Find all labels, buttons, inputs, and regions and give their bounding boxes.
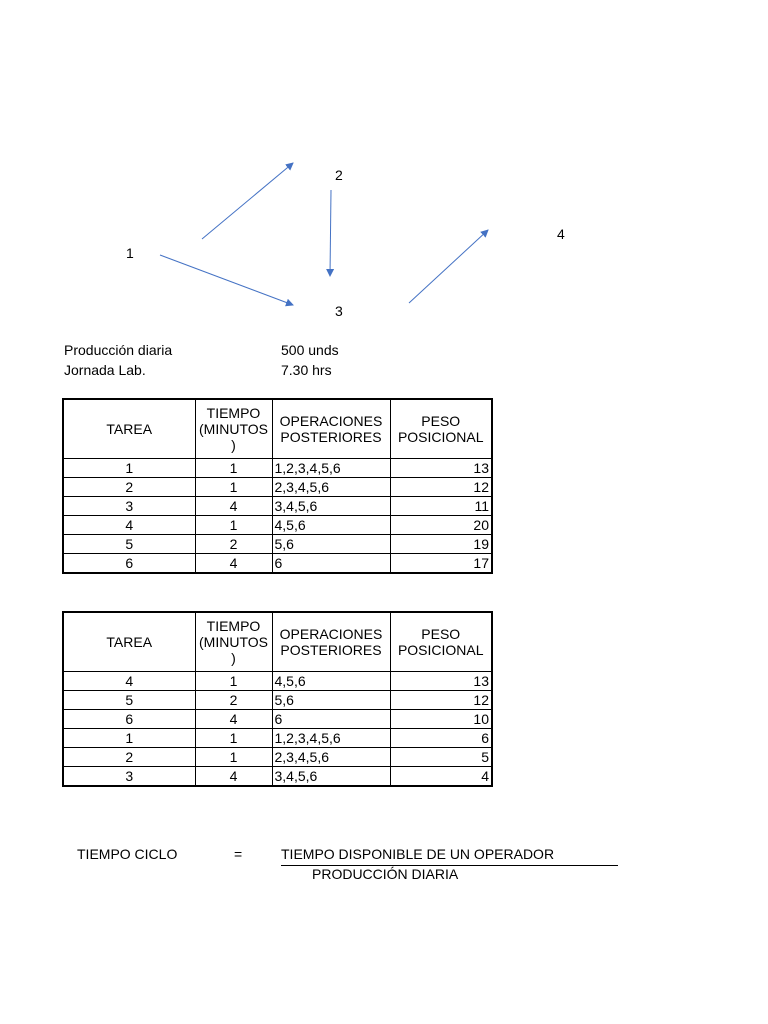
cell-peso: 5	[390, 748, 492, 767]
workday-value: 7.30 hrs	[281, 362, 332, 378]
cell-tarea: 1	[63, 459, 195, 478]
cell-operaciones: 2,3,4,5,6	[272, 478, 390, 497]
cell-tiempo: 4	[195, 497, 272, 516]
cell-peso: 20	[390, 516, 492, 535]
table-row	[63, 459, 492, 478]
cell-operaciones: 3,4,5,6	[272, 767, 390, 787]
cell-operaciones: 6	[272, 554, 390, 574]
header-tiempo: TIEMPO (MINUTOS )	[195, 612, 272, 672]
cell-operaciones: 4,5,6	[272, 516, 390, 535]
header-peso: PESO POSICIONAL	[390, 612, 492, 672]
cell-peso: 11	[390, 497, 492, 516]
table-row	[63, 729, 492, 748]
production-value: 500 unds	[281, 342, 339, 358]
node-1-label: 1	[126, 245, 134, 261]
cell-tiempo: 1	[195, 729, 272, 748]
table-header-row	[63, 399, 492, 459]
table-row	[63, 478, 492, 497]
cell-operaciones: 5,6	[272, 535, 390, 554]
cell-tarea: 2	[63, 748, 195, 767]
cell-tarea: 1	[63, 729, 195, 748]
formula-denominator: PRODUCCIÓN DIARIA	[312, 866, 459, 882]
cell-tiempo: 1	[195, 672, 272, 691]
cell-operaciones: 5,6	[272, 691, 390, 710]
workday-label: Jornada Lab.	[64, 362, 146, 378]
cell-peso: 17	[390, 554, 492, 574]
cell-tiempo: 1	[195, 459, 272, 478]
cell-operaciones: 4,5,6	[272, 672, 390, 691]
header-peso: PESO POSICIONAL	[390, 399, 492, 459]
precedence-diagram	[0, 0, 768, 340]
cell-tiempo: 2	[195, 691, 272, 710]
node-3-label: 3	[335, 303, 343, 319]
cell-tiempo: 4	[195, 767, 272, 787]
cell-tarea: 6	[63, 710, 195, 729]
table-row	[63, 535, 492, 554]
cell-tiempo: 4	[195, 554, 272, 574]
cell-tarea: 3	[63, 497, 195, 516]
arrow-2-to-3	[330, 190, 331, 276]
table-row	[63, 710, 492, 729]
production-label: Producción diaria	[64, 342, 173, 358]
cell-tiempo: 1	[195, 748, 272, 767]
arrow-3-to-4	[409, 230, 488, 303]
cell-tiempo: 1	[195, 478, 272, 497]
table-row	[63, 497, 492, 516]
cell-peso: 13	[390, 459, 492, 478]
cell-tarea: 2	[63, 478, 195, 497]
equals-sign: =	[234, 846, 243, 862]
cell-tarea: 4	[63, 516, 195, 535]
table-row	[63, 554, 492, 574]
formula-numerator: TIEMPO DISPONIBLE DE UN OPERADOR	[281, 846, 555, 862]
table-row	[63, 767, 492, 787]
node-2-label: 2	[335, 167, 343, 183]
header-tiempo: TIEMPO (MINUTOS )	[195, 399, 272, 459]
cycle-time-label: TIEMPO CICLO	[77, 846, 178, 862]
cell-tarea: 4	[63, 672, 195, 691]
cell-operaciones: 1,2,3,4,5,6	[272, 459, 390, 478]
header-tarea: TAREA	[63, 612, 195, 672]
positional-weight-table	[62, 398, 493, 574]
cell-peso: 12	[390, 691, 492, 710]
table-row	[63, 748, 492, 767]
cell-tiempo: 1	[195, 516, 272, 535]
table-row	[63, 691, 492, 710]
cell-tarea: 6	[63, 554, 195, 574]
cell-peso: 4	[390, 767, 492, 787]
node-4-label: 4	[557, 226, 565, 242]
cell-operaciones: 2,3,4,5,6	[272, 748, 390, 767]
arrow-1-to-3	[160, 255, 293, 305]
cell-peso: 12	[390, 478, 492, 497]
table-header-row	[63, 612, 492, 672]
cell-tiempo: 4	[195, 710, 272, 729]
cell-peso: 10	[390, 710, 492, 729]
cell-tarea: 5	[63, 535, 195, 554]
cell-operaciones: 1,2,3,4,5,6	[272, 729, 390, 748]
sorted-weight-table	[62, 611, 493, 787]
cell-peso: 19	[390, 535, 492, 554]
header-operaciones: OPERACIONES POSTERIORES	[272, 612, 390, 672]
cell-tarea: 3	[63, 767, 195, 787]
cell-operaciones: 3,4,5,6	[272, 497, 390, 516]
table-row	[63, 516, 492, 535]
table-row	[63, 672, 492, 691]
cell-operaciones: 6	[272, 710, 390, 729]
arrow-1-to-2	[202, 163, 293, 239]
cell-peso: 13	[390, 672, 492, 691]
header-operaciones: OPERACIONES POSTERIORES	[272, 399, 390, 459]
cell-peso: 6	[390, 729, 492, 748]
cell-tarea: 5	[63, 691, 195, 710]
header-tarea: TAREA	[63, 399, 195, 459]
cell-tiempo: 2	[195, 535, 272, 554]
